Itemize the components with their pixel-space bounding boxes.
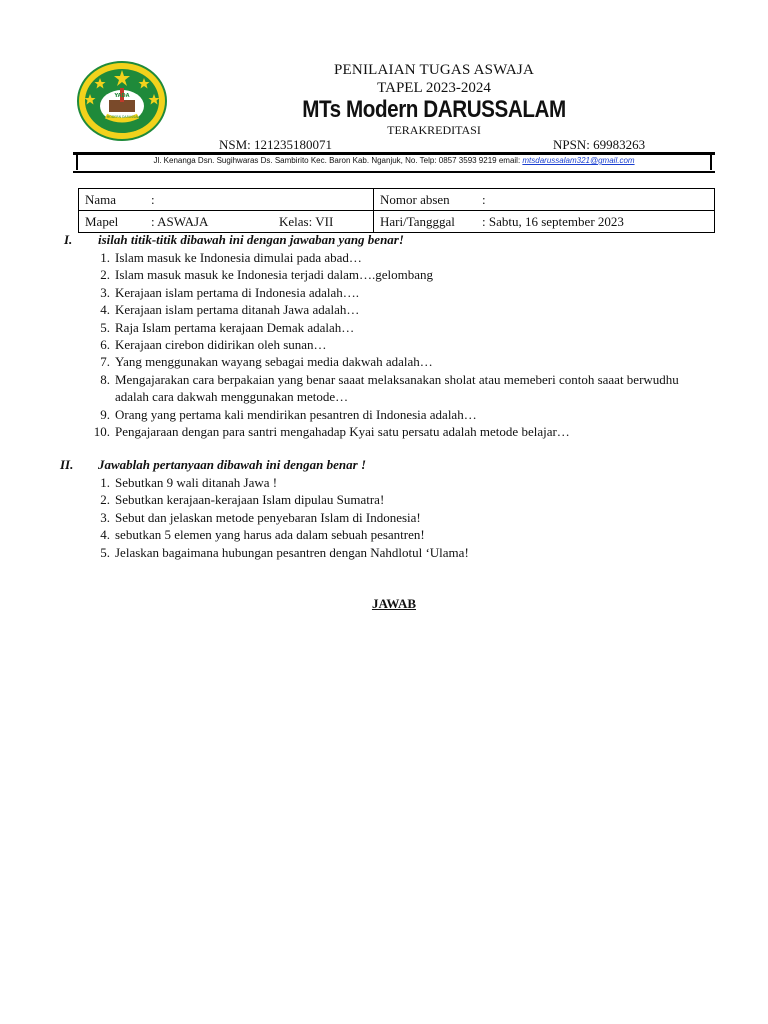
nsm-number: NSM: 121235180071	[219, 137, 333, 152]
hari-cell	[374, 211, 715, 233]
nama-cell[interactable]	[79, 189, 374, 211]
section1-title: isilah titik-titik dibawah ini dengan jawaban yang benar!	[98, 232, 404, 247]
email-link[interactable]: mtsdarussalam321@gmail.com	[522, 156, 635, 165]
item-text: Islam masuk ke Indonesia dimulai pada abad…	[115, 250, 362, 265]
address-text: Jl. Kenanga Dsn. Sugihwaras Ds. Sambirito Kec. Baron Kab. Nganjuk, No. Telp: 0857 3593 9219 email:	[153, 156, 523, 165]
item-text: Kerajaan islam pertama di Indonesia adalah….	[115, 284, 360, 300]
list-item	[90, 406, 715, 423]
list-item	[90, 509, 715, 526]
list-item	[90, 371, 715, 406]
school-name: MTs Modern DARUSSALAM	[302, 96, 566, 123]
absen-label: Nomor absen	[380, 191, 450, 207]
table-row	[79, 211, 715, 233]
accreditation: TERAKREDITASI	[387, 123, 481, 137]
item-number: 8.	[100, 371, 110, 387]
list-item	[90, 284, 715, 301]
header-rule-bottom	[73, 171, 715, 173]
item-text: Pengajaraan dengan para santri mengahadap Kyai satu persatu adalah metode belajar…	[115, 424, 570, 440]
nama-label: Nama	[85, 191, 117, 207]
table-row	[79, 189, 715, 211]
item-text: Mengajarakan cara berpakaian yang benar saaat melaksanakan sholat atau memeberi contoh saaat berwudhu adalah cara dakwah menggunakan metode…	[115, 371, 679, 405]
section2-list	[90, 474, 715, 561]
title-line2: TAPEL 2023-2024	[377, 80, 491, 96]
list-item	[90, 423, 715, 440]
logo-text-top: YADA	[114, 93, 130, 99]
item-text: Sebutkan 9 wali ditanah Jawa !	[115, 475, 278, 490]
item-number: 3.	[100, 284, 110, 300]
section1-numeral: I.	[64, 232, 73, 247]
title-line1: PENILAIAN TUGAS ASWAJA	[334, 62, 534, 78]
kelas-value: Kelas: VII	[279, 213, 334, 229]
list-item	[90, 319, 715, 336]
item-number: 9.	[100, 406, 110, 422]
npsn-number: NPSN: 69983263	[553, 137, 646, 152]
hari-label: Hari/Tangggal	[380, 213, 455, 229]
item-text: Islam masuk masuk ke Indonesia terjadi dalam….gelombang	[115, 267, 434, 283]
answer-heading: JAWAB	[371, 596, 417, 611]
absen-sep: :	[482, 191, 486, 207]
item-number: 5.	[100, 319, 110, 335]
list-item	[90, 249, 715, 266]
mapel-cell	[79, 211, 374, 233]
list-item	[90, 491, 715, 508]
list-item	[90, 266, 715, 283]
item-text: sebutkan 5 elemen yang harus ada dalam sebuah pesantren!	[115, 527, 425, 543]
item-text: Kerajaan cirebon didirikan oleh sunan…	[115, 337, 327, 353]
section1-list	[90, 249, 715, 440]
item-number: 6.	[100, 337, 110, 353]
item-number: 3.	[100, 509, 110, 525]
absen-cell[interactable]	[374, 189, 715, 211]
list-item	[90, 336, 715, 353]
logo-text-bottom: MTs MODERN DARUSSALAM	[99, 115, 145, 119]
item-number: 5.	[100, 544, 110, 560]
list-item	[90, 474, 715, 491]
hari-value: : Sabtu, 16 september 2023	[482, 213, 624, 229]
item-number: 4.	[100, 527, 110, 543]
item-number: 2.	[100, 267, 110, 283]
item-text: Jelaskan bagaimana hubungan pesantren dengan Nahdlotul ‘Ulama!	[115, 544, 469, 560]
item-number: 2.	[100, 492, 110, 508]
nama-sep: :	[151, 191, 155, 207]
item-text: Yang menggunakan wayang sebagai media dakwah adalah…	[115, 354, 433, 370]
item-text: Kerajaan islam pertama ditanah Jawa adalah…	[115, 302, 360, 318]
item-number: 1.	[100, 250, 110, 265]
address-line	[76, 156, 712, 165]
list-item	[90, 544, 715, 561]
section2-numeral: II.	[60, 457, 74, 472]
section2-title: Jawablah pertanyaan dibawah ini dengan benar !	[98, 457, 366, 472]
list-item	[90, 301, 715, 318]
item-number: 4.	[100, 302, 110, 318]
item-number: 7.	[100, 354, 110, 370]
item-number: 10.	[93, 424, 110, 440]
item-text: Orang yang pertama kali mendirikan pesantren di Indonesia adalah…	[115, 406, 477, 422]
student-info-table	[78, 188, 715, 233]
mapel-label: Mapel	[85, 213, 119, 229]
item-number: 1.	[100, 475, 110, 490]
mapel-value: : ASWAJA	[151, 213, 209, 229]
list-item	[90, 353, 715, 370]
item-text: Sebutkan kerajaan-kerajaan Islam dipulau Sumatra!	[115, 492, 385, 508]
list-item	[90, 526, 715, 543]
item-text: Sebut dan jelaskan metode penyebaran Islam di Indonesia!	[115, 509, 421, 525]
item-text: Raja Islam pertama kerajaan Demak adalah…	[115, 319, 355, 335]
